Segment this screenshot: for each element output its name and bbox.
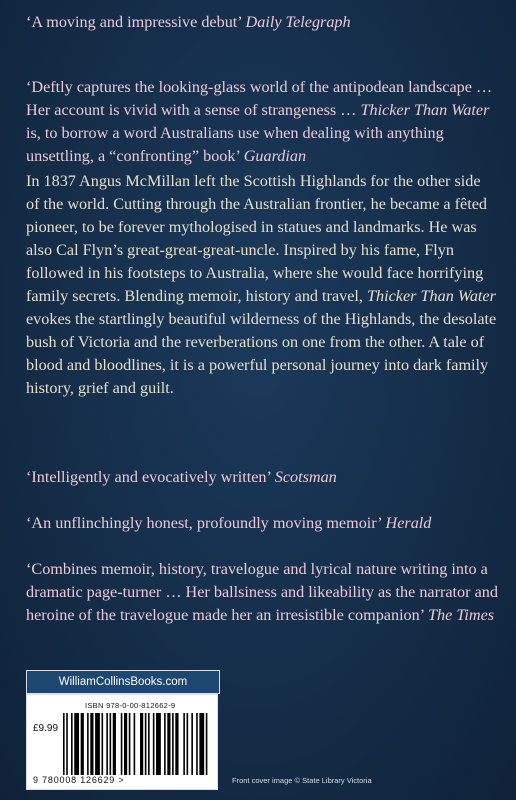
quote-text: ‘Combines memoir, history, travelogue and lyrical nature writing into a dramatic page-turner … Her ballsiness and likeability as the narrator and heroine of the travelogue made her an irresistible companion’ bbox=[26, 560, 498, 624]
review-quote-5 bbox=[26, 558, 498, 627]
quote-text: ‘An unflinchingly honest, profoundly moving memoir’ bbox=[26, 514, 386, 532]
quote-source: Guardian bbox=[243, 147, 307, 165]
book-title: Thicker Than Water bbox=[367, 287, 496, 305]
price-label: £9.99 bbox=[33, 723, 59, 734]
review-quote-3 bbox=[26, 466, 498, 489]
book-title: Thicker Than Water bbox=[360, 101, 490, 119]
quote-source: Daily Telegraph bbox=[245, 13, 351, 31]
quote-source: Scotsman bbox=[274, 468, 337, 486]
review-quote-4 bbox=[26, 512, 498, 535]
barcode-panel bbox=[26, 694, 218, 790]
publisher-website: WilliamCollinsBooks.com bbox=[26, 670, 220, 694]
review-quote-1 bbox=[26, 11, 498, 34]
quote-text: ‘Deftly captures the looking-glass world of the antipodean landscape … Her account is vivid with a sense of strangeness … bbox=[26, 78, 493, 119]
quote-text: is, to borrow a word Australians use when dealing with anything unsettling, a “confronting” book’ bbox=[26, 124, 444, 165]
quote-text: ‘A moving and impressive debut’ bbox=[26, 13, 246, 31]
quote-source: Herald bbox=[385, 514, 432, 532]
quote-source: The Times bbox=[427, 606, 495, 624]
cover-credit: Front cover image © State Library Victoria bbox=[232, 776, 372, 785]
isbn-label: ISBN 978-0-00-812662-9 bbox=[85, 701, 176, 710]
quote-text: ‘Intelligently and evocatively written’ bbox=[26, 468, 275, 486]
blurb-text: In 1837 Angus McMillan left the Scottish Highlands for the other side of the world. Cutting through the Australian frontier, he became a fêted pioneer, to be forever mythologised in statues and landmarks. He was also Cal Flyn’s great-great-great-uncle. Inspired by his fame, Flyn followed in his footsteps to Australia, where she would face horrifying family secrets. Blending memoir, history and travel, bbox=[26, 172, 488, 305]
blurb-text: evokes the startlingly beautiful wilderness of the Highlands, the desolate bush of Victoria and the reverberations on one from the other. A tale of blood and bloodlines, it is a powerful personal journey into dark family history, grief and guilt. bbox=[26, 310, 497, 397]
barcode-digits: 9 780008 126629 > bbox=[33, 775, 125, 785]
review-quote-2 bbox=[26, 76, 498, 168]
barcode-icon bbox=[61, 713, 211, 775]
book-blurb bbox=[26, 170, 498, 400]
